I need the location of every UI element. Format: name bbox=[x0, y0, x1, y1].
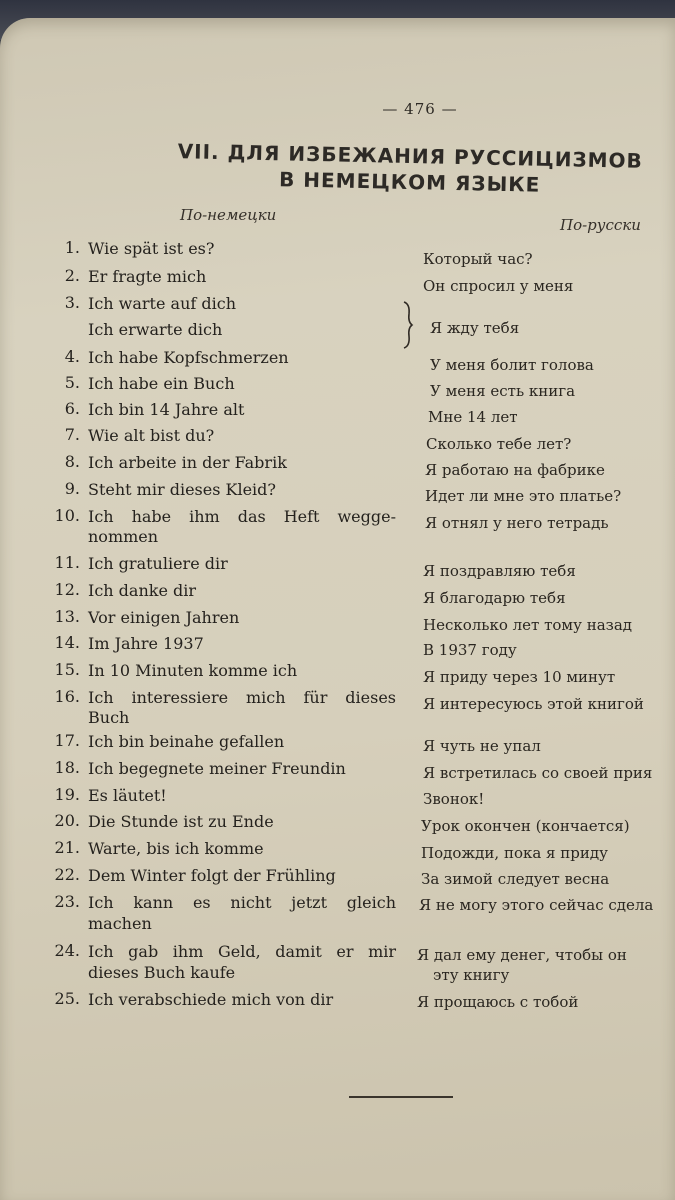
entry-german: Ich gab ihm Geld, damit er mir bbox=[88, 942, 396, 961]
entry-german: Ich verabschiede mich von dir bbox=[88, 990, 334, 1009]
entry-number: 6. bbox=[64, 399, 80, 418]
page-number: — 476 — bbox=[382, 100, 458, 118]
entry-number: 8. bbox=[64, 452, 80, 471]
entry-russian: Я работаю на фабрике bbox=[425, 461, 605, 479]
entry-german: In 10 Minuten komme ich bbox=[88, 661, 298, 680]
entry-german: Warte, bis ich komme bbox=[88, 839, 264, 858]
entry-number: 5. bbox=[64, 373, 80, 392]
entry-german: Ich arbeite in der Fabrik bbox=[88, 453, 287, 472]
entry-russian: Звонок! bbox=[423, 790, 485, 808]
entry-number: 15. bbox=[54, 660, 80, 679]
entry-german: Ich habe ihm das Heft wegge- bbox=[88, 507, 396, 526]
entry-russian: Я не могу этого сейчас сдела bbox=[419, 896, 654, 914]
entry-russian: У меня есть книга bbox=[430, 382, 576, 400]
entry-russian: Который час? bbox=[423, 250, 533, 268]
entry-russian: Идет ли мне это платье? bbox=[425, 487, 622, 505]
entry-german-continuation: machen bbox=[88, 914, 152, 933]
section-title-line-1: VII. ДЛЯ ИЗБЕЖАНИЯ РУССИЦИЗМОВ bbox=[177, 139, 644, 173]
entry-number: 4. bbox=[64, 347, 80, 366]
entry-number: 2. bbox=[64, 266, 80, 285]
entry-russian: Я поздравляю тебя bbox=[423, 562, 576, 580]
entry-russian: Я отнял у него тетрадь bbox=[425, 514, 609, 532]
entry-russian: Он спросил у меня bbox=[423, 277, 574, 295]
entry-german: Ich habe Kopfschmerzen bbox=[88, 348, 289, 367]
entry-number: 25. bbox=[54, 989, 80, 1008]
entry-russian: Я благодарю тебя bbox=[423, 589, 566, 607]
entry-german-continuation: nommen bbox=[88, 527, 159, 546]
entry-number: 7. bbox=[64, 425, 80, 444]
entry-russian: Я жду тебя bbox=[430, 319, 520, 337]
entry-german: Er fragte mich bbox=[88, 267, 207, 286]
entry-russian: Я приду через 10 минут bbox=[423, 668, 616, 686]
entry-russian: За зимой следует весна bbox=[421, 870, 610, 888]
entry-german: Ich danke dir bbox=[88, 581, 197, 600]
entry-german: Ich gratuliere dir bbox=[88, 554, 228, 573]
entry-number: 1. bbox=[64, 238, 80, 257]
section-title-line-2: В НЕМЕЦКОМ ЯЗЫКЕ bbox=[278, 167, 541, 197]
entry-german: Dem Winter folgt der Frühling bbox=[88, 866, 336, 885]
entry-german-alt: Ich erwarte dich bbox=[88, 320, 223, 339]
entry-german: Ich habe ein Buch bbox=[88, 374, 235, 393]
entry-german: Ich kann es nicht jetzt gleich bbox=[88, 893, 396, 912]
entry-german-continuation: dieses Buch kaufe bbox=[88, 963, 236, 982]
column-header-german: По-немецки bbox=[180, 206, 277, 224]
entry-number: 21. bbox=[54, 838, 80, 857]
end-divider bbox=[349, 1096, 453, 1098]
entry-russian: Я чуть не упал bbox=[423, 737, 541, 755]
column-header-russian: По-русски bbox=[560, 216, 641, 234]
entry-number: 17. bbox=[54, 731, 80, 750]
entry-german: Ich bin 14 Jahre alt bbox=[88, 400, 245, 419]
entry-number: 3. bbox=[64, 293, 80, 312]
entry-russian: Несколько лет тому назад bbox=[423, 616, 632, 634]
entry-german: Wie spät ist es? bbox=[88, 239, 215, 258]
brace-icon bbox=[400, 300, 414, 350]
section-title bbox=[150, 138, 671, 201]
entry-number: 23. bbox=[54, 892, 80, 911]
entry-number: 18. bbox=[54, 758, 80, 777]
entry-german: Ich begegnete meiner Freundin bbox=[88, 759, 346, 778]
entry-number: 19. bbox=[54, 785, 80, 804]
entry-number: 11. bbox=[54, 553, 80, 572]
entry-russian: У меня болит голова bbox=[430, 356, 594, 374]
entry-german: Ich interessiere mich für dieses bbox=[88, 688, 396, 707]
entry-number: 24. bbox=[54, 941, 80, 960]
entry-german: Im Jahre 1937 bbox=[88, 634, 204, 653]
entry-german-continuation: Buch bbox=[88, 708, 130, 727]
entry-german: Es läutet! bbox=[88, 786, 167, 805]
entry-german: Steht mir dieses Kleid? bbox=[88, 480, 276, 499]
entry-russian-continuation: эту книгу bbox=[433, 966, 510, 984]
entry-number: 16. bbox=[54, 687, 80, 706]
entry-number: 22. bbox=[54, 865, 80, 884]
entry-german: Ich bin beinahe gefallen bbox=[88, 732, 285, 751]
entry-russian: Сколько тебе лет? bbox=[426, 435, 572, 453]
entry-number: 9. bbox=[64, 479, 80, 498]
entry-number: 10. bbox=[54, 506, 80, 525]
entry-russian: Урок окончен (кончается) bbox=[421, 817, 630, 835]
entry-german: Ich warte auf dich bbox=[88, 294, 237, 313]
entry-russian: Подожди, пока я приду bbox=[421, 844, 608, 862]
entry-german: Wie alt bist du? bbox=[88, 426, 215, 445]
entry-number: 14. bbox=[54, 633, 80, 652]
entry-russian: Я интересуюсь этой книгой bbox=[423, 695, 644, 713]
entry-russian: Мне 14 лет bbox=[428, 408, 518, 426]
entry-number: 12. bbox=[54, 580, 80, 599]
entry-russian: Я дал ему денег, чтобы он bbox=[417, 946, 627, 964]
entry-russian: Я встретилась со своей прия bbox=[423, 764, 653, 782]
entry-german: Vor einigen Jahren bbox=[88, 608, 240, 627]
entry-russian: Я прощаюсь с тобой bbox=[417, 993, 579, 1011]
entry-russian: В 1937 году bbox=[423, 641, 517, 659]
entry-number: 20. bbox=[54, 811, 80, 830]
entry-number: 13. bbox=[54, 607, 80, 626]
entry-german: Die Stunde ist zu Ende bbox=[88, 812, 274, 831]
